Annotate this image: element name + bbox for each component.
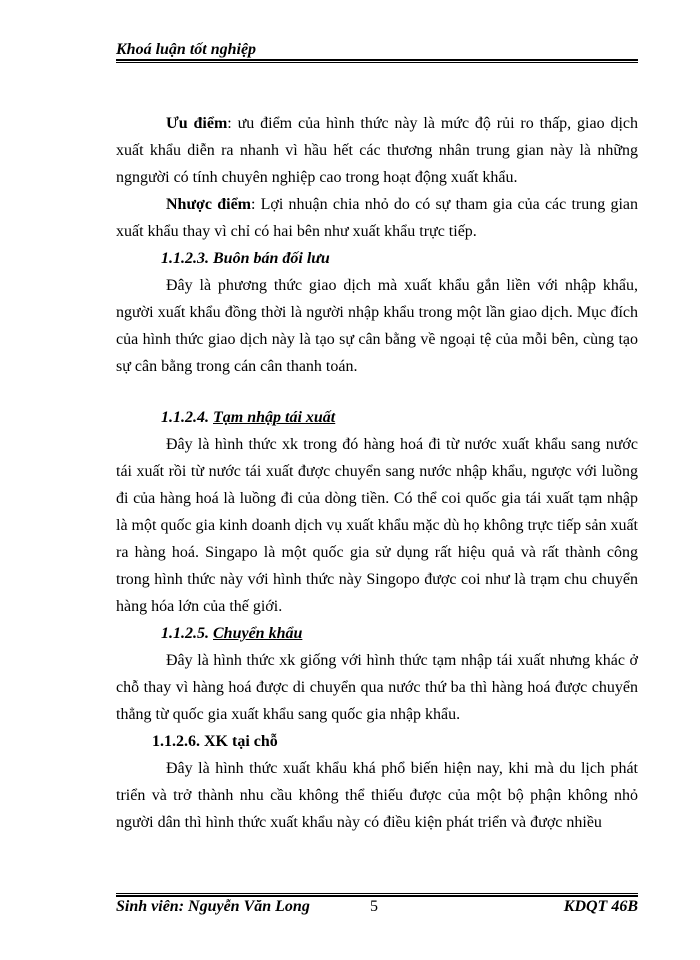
footer-class-code: KDQT 46B bbox=[563, 898, 638, 915]
heading-1-1-2-6: 1.1.2.6. XK tại chỗ bbox=[152, 733, 278, 750]
heading-1-1-2-5-title: Chuyển khẩu bbox=[213, 625, 303, 642]
paragraph-1-1-2-3: Đây là phương thức giao dịch mà xuất khẩu gắn liền với nhập khẩu, người xuất khẩu đồng thời là người nhập khẩu trong một lần giao dịch. Mục đích của hình thức giao dịch này là tạo sự cân bằng về ngoại tệ của mỗi bên, cùng tạo sự cân bằng trong cán cân thanh toán. bbox=[116, 277, 638, 375]
header-rule-thin bbox=[116, 62, 638, 63]
spacer bbox=[116, 380, 638, 404]
paragraph-1-1-2-4: Đây là hình thức xk trong đó hàng hoá đi từ nước xuất khẩu sang nước tái xuất rồi từ nước tái xuất được chuyển sang nước nhập khẩu, ngược với luồng đi của hàng hoá là luồng đi của dòng tiền. Có thể coi quốc gia tái xuất tạm nhập là một quốc gia kinh doanh dịch vụ xuất khẩu mặc dù họ không trực tiếp sản xuất ra hàng hoá. Singapo là một quốc gia sử dụng rất hiệu quả và rất thành công trong hình thức này với hình thức này Singopo được coi như là trạm chu chuyển hàng hóa lớn của thế giới. bbox=[116, 436, 638, 615]
advantages-text: : ưu điểm của hình thức này là mức độ rủi ro thấp, giao dịch xuất khẩu diễn ra nhanh vì hầu hết các thương nhân trung gian này là những ngngười có tính chuyên nghiệp cao trong hoạt động xuất khẩu. bbox=[116, 115, 639, 186]
footer-rule bbox=[116, 895, 638, 897]
disadvantages-paragraph bbox=[116, 191, 638, 245]
footer-student-name: Sinh viên: Nguyễn Văn Long bbox=[116, 898, 310, 915]
header-rule bbox=[116, 59, 638, 61]
disadvantages-label: Nhược điểm bbox=[166, 196, 251, 213]
heading-1-1-2-4 bbox=[116, 404, 638, 431]
document-body bbox=[116, 110, 638, 836]
heading-1-1-2-4-title: Tạm nhập tái xuất bbox=[213, 409, 336, 426]
header-title: Khoá luận tốt nghiệp bbox=[116, 41, 257, 58]
heading-1-1-2-5-number: 1.1.2.5. bbox=[161, 625, 213, 642]
advantages-paragraph bbox=[116, 110, 638, 191]
disadvantages-text: : Lợi nhuận chia nhỏ do có sự tham gia của các trung gian xuất khẩu thay vì chỉ có hai bên như xuất khẩu trực tiếp. bbox=[116, 196, 638, 240]
paragraph-1-1-2-6: Đây là hình thức xuất khẩu khá phổ biến hiện nay, khi mà du lịch phát triển và trở thành nhu cầu không thể thiếu được của một bộ phận không nhỏ người dân thì hình thức xuất khẩu này có điều kiện phát triển và được nhiều bbox=[116, 760, 638, 831]
heading-1-1-2-3: 1.1.2.3. Buôn bán đối lưu bbox=[161, 250, 330, 267]
footer-rule-thin bbox=[116, 893, 638, 894]
paragraph-1-1-2-5: Đây là hình thức xk giống với hình thức tạm nhập tái xuất nhưng khác ở chỗ thay vì hàng hoá được di chuyển qua nước thứ ba thì hàng hoá được chuyển thẳng từ quốc gia xuất khẩu sang quốc gia nhập khẩu. bbox=[116, 652, 638, 723]
heading-1-1-2-5 bbox=[116, 620, 638, 647]
heading-1-1-2-4-number: 1.1.2.4. bbox=[161, 409, 213, 426]
footer-page-number: 5 bbox=[370, 898, 378, 915]
advantages-label: Ưu điểm bbox=[166, 115, 228, 132]
